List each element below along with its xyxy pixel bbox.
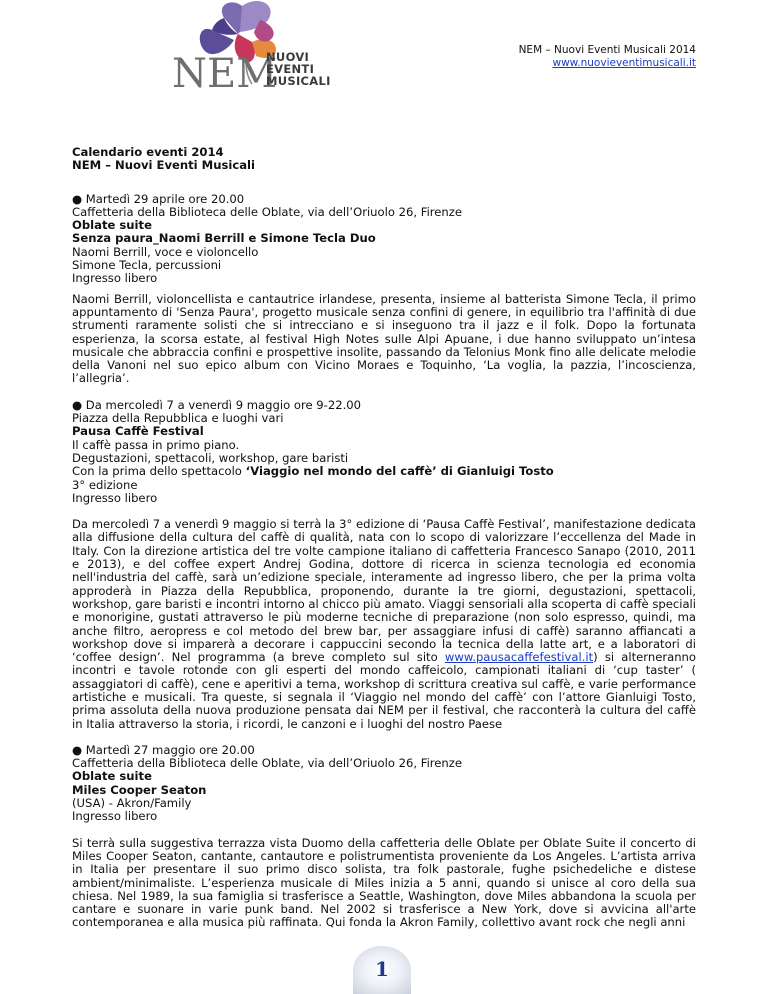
event-venue: Caffetteria della Biblioteca delle Oblate, via dell’Oriuolo 26, Firenze — [72, 756, 462, 771]
event-detail: Ingresso libero — [72, 271, 158, 286]
page-number: 1 — [375, 957, 389, 981]
festival-website-link[interactable]: www.pausacaffefestival.it — [444, 650, 594, 665]
event-show-title: ‘Viaggio nel mondo del caffè’ di Gianluigi Tosto — [245, 464, 554, 479]
page-header — [519, 44, 696, 70]
event-detail: (USA) - Akron/Family — [72, 796, 192, 811]
org-line: NEM – Nuovi Eventi Musicali 2014 — [518, 44, 696, 56]
event-series: Oblate suite — [72, 218, 152, 233]
event-detail: 3° edizione — [72, 477, 138, 492]
page-number-badge — [353, 946, 411, 994]
page-subtitle: NEM – Nuovi Eventi Musicali — [72, 158, 255, 173]
event-show-prefix: Con la prima dello spettacolo — [72, 464, 246, 479]
event-detail: Ingresso libero — [72, 809, 158, 824]
event-detail: Degustazioni, spettacoli, workshop, gare baristi — [72, 450, 349, 465]
event-detail: Ingresso libero — [72, 490, 158, 505]
logo-wordmark: NEM — [172, 51, 278, 97]
event-series: Oblate suite — [72, 769, 152, 784]
event-name: Pausa Caffè Festival — [72, 424, 204, 439]
logo-tagline: NUOVI EVENTI MUSICALI — [266, 50, 331, 88]
document-body — [72, 146, 696, 930]
event-detail: Il caffè passa in primo piano. — [72, 437, 240, 452]
event-name: Miles Cooper Seaton — [72, 782, 207, 797]
event-name: Senza paura_Naomi Berrill e Simone Tecla Duo — [72, 231, 376, 246]
event-show-line — [72, 465, 696, 478]
event-description: Si terrà sulla suggestiva terrazza vista Duomo della caffetteria delle Oblate per Oblate Suite il concerto di Miles Cooper Seaton, cantante, cantautore e polistrumentista proveniente da Los Angeles. L’artista arriva in Italia per presentare il suo primo disco solista, tra folk pastorale, fughe psichedeliche e distese ambient/minimaliste. L’esperienza musicale di Miles inizia a 5 anni, quando si unisce al coro della sua chiesa. Nel 1989, la sua famiglia si trasferisce a Seattle, Washington, dove Miles abbandona la scuola per cantare e suonare in varie punk band. Nel 2002 si trasferisce a New York, dove si avvicina all'arte contemporanea e alla musica più raffinata. Qui fonda la Akron Family, collettivo avant rock che negli anni — [72, 835, 696, 930]
website-link[interactable]: www.nuovieventimusicali.it — [552, 57, 696, 69]
event-block — [72, 744, 696, 930]
page-title: Calendario eventi 2014 — [72, 145, 224, 159]
event-block — [72, 193, 696, 386]
event-date: ● Martedì 27 maggio ore 20.00 — [72, 742, 255, 757]
event-block — [72, 399, 696, 731]
event-venue: Caffetteria della Biblioteca delle Oblate, via dell’Oriuolo 26, Firenze — [72, 204, 462, 219]
event-date: ● Martedì 29 aprile ore 20.00 — [72, 191, 245, 206]
event-detail: Naomi Berrill, voce e violoncello — [72, 244, 259, 259]
event-date: ● Da mercoledì 7 a venerdì 9 maggio ore 9-22.00 — [72, 397, 362, 412]
event-detail: Simone Tecla, percussioni — [72, 258, 222, 273]
event-description: Naomi Berrill, violoncellista e cantautrice irlandese, presenta, insieme al batterista Simone Tecla, il primo appuntamento di 'Senza Paura', progetto musicale senza confini di genere, in equilibrio tra l'affinità di due strumenti raramente solisti che si intrecciano e si inseguono tra il jazz e il folk. Dopo la fortunata esperienza, la scorsa estate, al festival High Notes sulle Alpi Apuane, i due hanno sviluppato un’intesa musicale che abbraccia confini e prospettive insolite, passando da Telonius Monk fino alle delicate melodie della Vanoni nel suo epico album con Vicino Moraes e Toquinho, ‘La voglia, la pazzia, l’incoscienza, l’allegria’. — [72, 291, 696, 386]
event-description: Da mercoledì 7 a venerdì 9 maggio si terrà la 3° edizione di ‘Pausa Caffè Festival’, manifestazione dedicata alla diffusione della cultura del caffè di qualità, nata con lo scopo di valorizzare l’eccellenza del Made in Italy. Con la direzione artistica del tre volte campione italiano di caffetteria Francesco Sanapo (2010, 2011 e 2013), e del coffee expert Andrej Godina, dottore di ricerca in scienza tecnologia ed economia nell'industria del caffè, sarà un’edizione speciale, interamente ad ingresso libero, che per la prima volta approderà in Piazza della Repubblica, proponendo, durante la tre giorni, degustazioni, spettacoli, workshop, gare baristi e incontri intorno al chicco più amato. Viaggi sensoriali alla scoperta di caffè speciali e monorigine, gustati attraverso le più moderne tecniche di preparazione (non solo espresso, quindi, ma anche filtro, aeropress e col metodo del brew bar, per assaggiare infusi di caffè) saranno affiancati a workshop dove si imparerà a decorare i cappuccini secondo la tecnica della latte art, e a laboratori di ‘coffee design’. Nel programma (a breve completo sul sito www.pausacaffefestival.it) si alterneranno incontri e tavole rotonde con gli esperti del mondo caffeicolo, campionati italiani di ‘cup taster’ ( assaggiatori di caffè), cene e aperitivi a tema, workshop di scrittura creativa sul caffè, e varie performance artistiche e musicali. Tra queste, si segnala il ‘Viaggio nel mondo del caffè’ con l’attore Gianluigi Tosto, prima assoluta della nuova produzione pensata dai NEM per il festival, che racconterà la cultura del caffè in Italia attraverso la storia, i ricordi, le canzoni e i luoghi del nostro Paese — [72, 517, 696, 731]
event-venue: Piazza della Repubblica e luoghi vari — [72, 411, 284, 426]
